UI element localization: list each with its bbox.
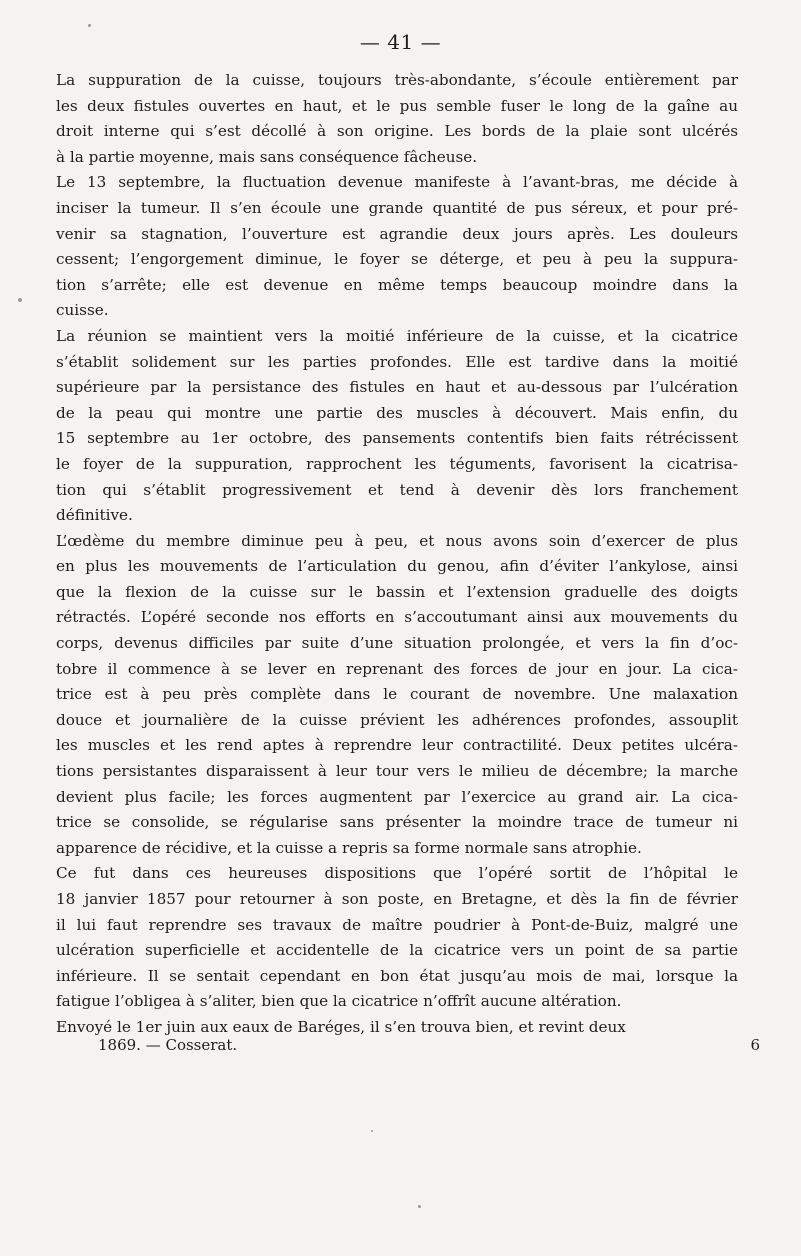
scan-speck: [371, 1130, 373, 1132]
text-line: corps, devenus difficiles par suite d’une situation prolongée, et vers la fin d’oc-: [56, 634, 738, 653]
text-line: venir sa stagnation, l’ouverture est agrandie deux jours après. Les douleurs: [56, 224, 738, 243]
text-line: devient plus facile; les forces augmentent par l’exercice au grand air. La cica-: [56, 787, 738, 806]
text-line: Envoyé le 1er juin aux eaux de Baréges, il s’en trouva bien, et revint deux: [56, 1017, 626, 1036]
text-line: fatigue l’obligea à s’aliter, bien que la cicatrice n’offrît aucune altération.: [56, 992, 622, 1011]
text-line: il lui faut reprendre ses travaux de maître poudrier à Pont-de-Buiz, malgré une: [56, 915, 738, 934]
text-line: La suppuration de la cuisse, toujours très-abondante, s’écoule entièrement par: [56, 71, 738, 89]
text-line: cuisse.: [56, 301, 109, 320]
text-line: définitive.: [56, 506, 133, 525]
text-line: supérieure par la persistance des fistules en haut et au-dessous par l’ulcération: [56, 378, 738, 397]
text-line: tions persistantes disparaissent à leur tour vers le milieu de décembre; la marche: [56, 762, 738, 781]
text-line: L’œdème du membre diminue peu à peu, et nous avons soin d’exercer de plus: [56, 531, 738, 550]
text-line: cessent; l’engorgement diminue, le foyer se déterge, et peu à peu la suppura-: [56, 250, 738, 269]
text-line: Le 13 septembre, la fluctuation devenue manifeste à l’avant-bras, me décide à: [56, 173, 738, 192]
text-line: trice est à peu près complète dans le courant de novembre. Une malaxation: [56, 685, 738, 704]
text-line: La réunion se maintient vers la moitié inférieure de la cuisse, et la cicatrice: [56, 326, 738, 345]
scan-speck: [88, 24, 91, 27]
text-line: apparence de récidive, et la cuisse a repris sa forme normale sans atrophie.: [56, 838, 642, 857]
text-line: inciser la tumeur. Il s’en écoule une grande quantité de pus séreux, et pour pré-: [56, 198, 738, 217]
text-line: inférieure. Il se sentait cependant en bon état jusqu’au mois de mai, lorsque la: [56, 966, 738, 985]
text-line: ulcération superficielle et accidentelle de la cicatrice vers un point de sa partie: [56, 941, 738, 960]
text-line: tobre il commence à se lever en reprenant des forces de jour en jour. La cica-: [56, 659, 738, 678]
text-line: en plus les mouvements de l’articulation du genou, afin d’éviter l’ankylose, ainsi: [56, 557, 738, 576]
text-line: 18 janvier 1857 pour retourner à son poste, en Bretagne, et dès la fin de février: [56, 890, 738, 908]
text-line: Ce fut dans ces heureuses dispositions que l’opéré sortit de l’hôpital le: [56, 864, 738, 883]
text-line: le foyer de la suppuration, rapprochent les téguments, favorisent la cicatrisa-: [56, 454, 738, 473]
text-line: de la peau qui montre une partie des muscles à découvert. Mais enfin, du: [56, 403, 738, 422]
scan-speck: [418, 1205, 421, 1208]
text-line: que la flexion de la cuisse sur le bassin et l’extension graduelle des doigts: [56, 582, 738, 601]
text-line: les deux fistules ouvertes en haut, et le pus semble fuser le long de la gaîne au: [56, 96, 738, 115]
text-line: trice se consolide, se régularise sans présenter la moindre trace de tumeur ni: [56, 813, 738, 832]
text-line: douce et journalière de la cuisse prévient les adhérences profondes, assouplit: [56, 710, 738, 729]
page-footer: [98, 1036, 760, 1054]
scan-speck: [18, 298, 22, 302]
footer-sheet-number: 6: [750, 1036, 760, 1054]
text-line: tion qui s’établit progressivement et tend à devenir dès lors franchement: [56, 480, 738, 499]
text-line: 15 septembre au 1er octobre, des pansements contentifs bien faits rétrécissent: [56, 429, 738, 448]
text-line: s’établit solidement sur les parties profondes. Elle est tardive dans la moitié: [56, 352, 738, 371]
text-line: droit interne qui s’est décollé à son origine. Les bords de la plaie sont ulcérés: [56, 122, 738, 141]
page-number-header: — 41 —: [359, 30, 442, 54]
text-line: rétractés. L’opéré seconde nos efforts en s’accoutumant ainsi aux mouvements du: [56, 608, 738, 627]
footer-signature: 1869. — Cosserat.: [98, 1036, 238, 1054]
text-line: tion s’arrête; elle est devenue en même temps beaucoup moindre dans la: [56, 275, 738, 294]
text-line: à la partie moyenne, mais sans conséquence fâcheuse.: [56, 147, 478, 166]
text-line: les muscles et les rend aptes à reprendre leur contractilité. Deux petites ulcéra-: [56, 736, 738, 755]
body-text: [56, 68, 738, 1041]
